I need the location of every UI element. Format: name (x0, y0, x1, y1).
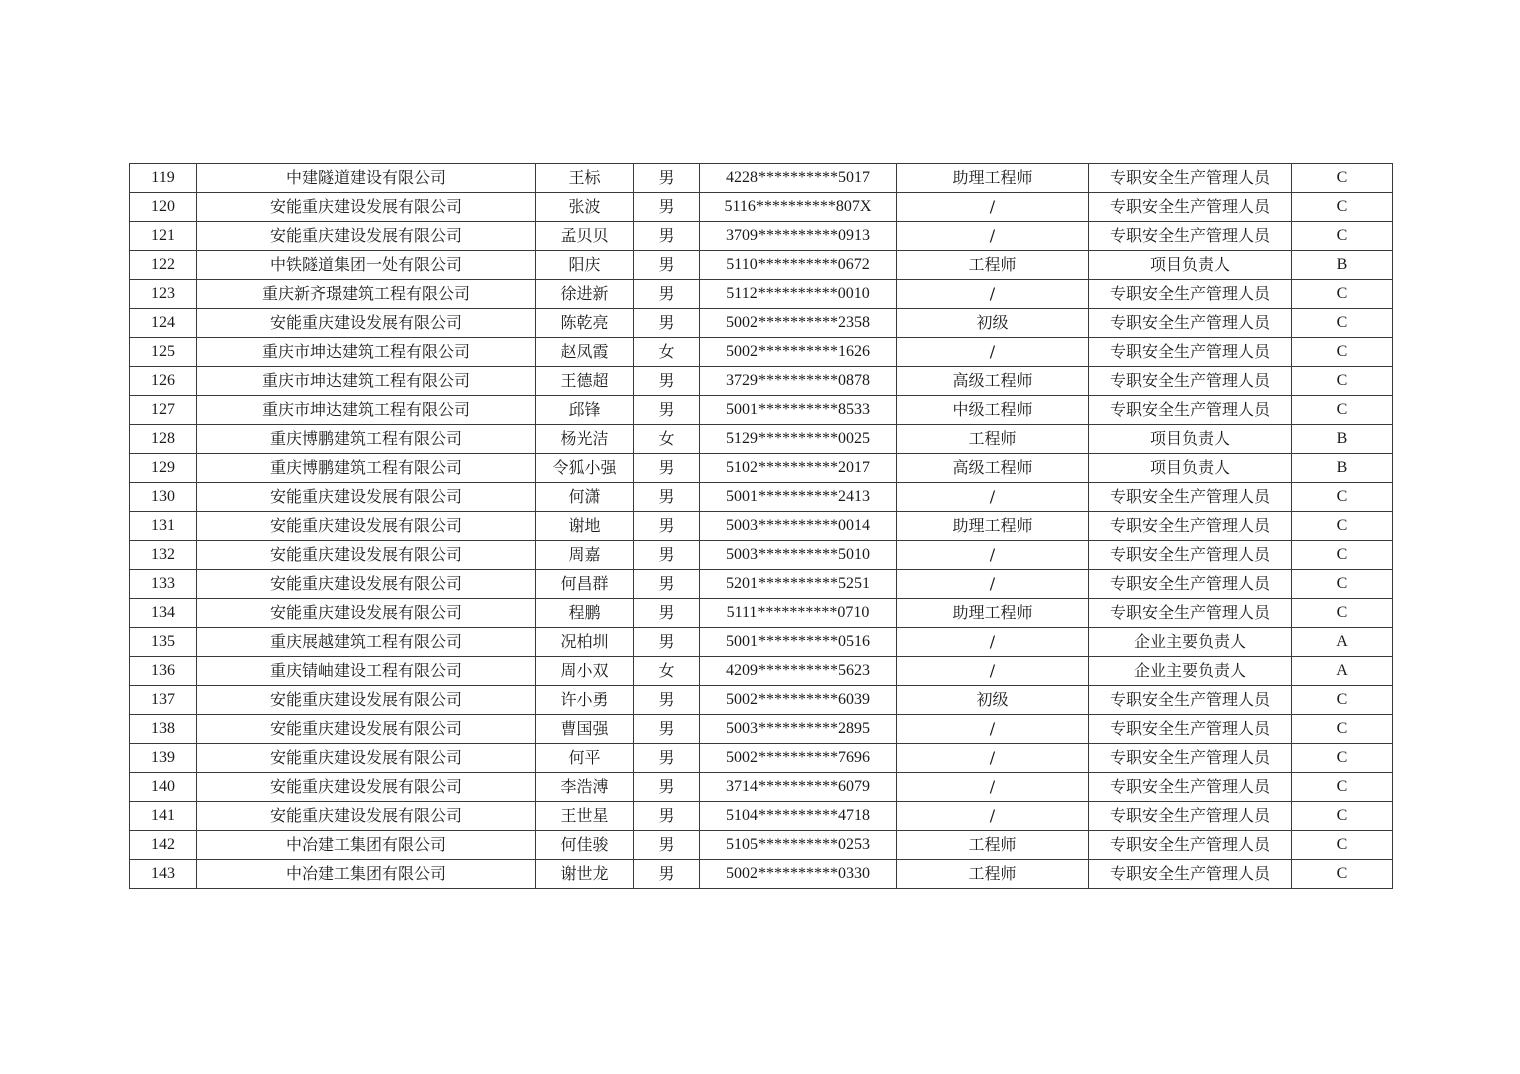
id-number-cell: 4228**********5017 (700, 164, 897, 193)
id-number-cell: 5002**********2358 (700, 309, 897, 338)
gender-cell: 女 (634, 338, 700, 367)
company-cell: 重庆市坤达建筑工程有限公司 (197, 396, 536, 425)
certificate-class-cell: A (1292, 628, 1393, 657)
certificate-class-cell: C (1292, 396, 1393, 425)
gender-cell: 男 (634, 280, 700, 309)
company-cell: 安能重庆建设发展有限公司 (197, 686, 536, 715)
certificate-class-cell: C (1292, 309, 1393, 338)
certificate-class-cell: C (1292, 570, 1393, 599)
serial-number-cell: 143 (130, 860, 197, 889)
serial-number-cell: 134 (130, 599, 197, 628)
company-cell: 安能重庆建设发展有限公司 (197, 193, 536, 222)
person-name-cell: 谢地 (536, 512, 634, 541)
person-name-cell: 谢世龙 (536, 860, 634, 889)
position-cell: 专职安全生产管理人员 (1089, 744, 1292, 773)
position-cell: 专职安全生产管理人员 (1089, 773, 1292, 802)
professional-title-cell: 工程师 (897, 831, 1089, 860)
position-cell: 专职安全生产管理人员 (1089, 570, 1292, 599)
position-cell: 专职安全生产管理人员 (1089, 802, 1292, 831)
id-number-cell: 5002**********7696 (700, 744, 897, 773)
table-row (130, 715, 1393, 744)
position-cell: 专职安全生产管理人员 (1089, 338, 1292, 367)
professional-title-cell: / (897, 773, 1089, 802)
person-name-cell: 陈乾亮 (536, 309, 634, 338)
professional-title-cell: / (897, 483, 1089, 512)
gender-cell: 女 (634, 425, 700, 454)
id-number-cell: 5129**********0025 (700, 425, 897, 454)
table-row (130, 599, 1393, 628)
company-cell: 安能重庆建设发展有限公司 (197, 744, 536, 773)
person-name-cell: 程鹏 (536, 599, 634, 628)
id-number-cell: 5002**********6039 (700, 686, 897, 715)
company-cell: 重庆新齐璟建筑工程有限公司 (197, 280, 536, 309)
company-cell: 重庆市坤达建筑工程有限公司 (197, 367, 536, 396)
company-cell: 安能重庆建设发展有限公司 (197, 773, 536, 802)
certificate-class-cell: B (1292, 454, 1393, 483)
company-cell: 安能重庆建设发展有限公司 (197, 512, 536, 541)
serial-number-cell: 122 (130, 251, 197, 280)
professional-title-cell: 初级 (897, 686, 1089, 715)
serial-number-cell: 135 (130, 628, 197, 657)
id-number-cell: 5116**********807X (700, 193, 897, 222)
id-number-cell: 5002**********1626 (700, 338, 897, 367)
company-cell: 重庆博鹏建筑工程有限公司 (197, 454, 536, 483)
person-name-cell: 李浩溥 (536, 773, 634, 802)
certificate-class-cell: C (1292, 773, 1393, 802)
position-cell: 项目负责人 (1089, 251, 1292, 280)
gender-cell: 女 (634, 657, 700, 686)
person-name-cell: 赵凤霞 (536, 338, 634, 367)
position-cell: 项目负责人 (1089, 425, 1292, 454)
id-number-cell: 5111**********0710 (700, 599, 897, 628)
serial-number-cell: 139 (130, 744, 197, 773)
id-number-cell: 5001**********8533 (700, 396, 897, 425)
company-cell: 中建隧道建设有限公司 (197, 164, 536, 193)
professional-title-cell: 高级工程师 (897, 367, 1089, 396)
serial-number-cell: 140 (130, 773, 197, 802)
id-number-cell: 3714**********6079 (700, 773, 897, 802)
person-name-cell: 阳庆 (536, 251, 634, 280)
company-cell: 安能重庆建设发展有限公司 (197, 715, 536, 744)
gender-cell: 男 (634, 686, 700, 715)
table-row (130, 686, 1393, 715)
id-number-cell: 5112**********0010 (700, 280, 897, 309)
position-cell: 专职安全生产管理人员 (1089, 831, 1292, 860)
certificate-class-cell: C (1292, 599, 1393, 628)
table-row (130, 251, 1393, 280)
certificate-class-cell: C (1292, 744, 1393, 773)
id-number-cell: 5104**********4718 (700, 802, 897, 831)
company-cell: 中冶建工集团有限公司 (197, 831, 536, 860)
id-number-cell: 5105**********0253 (700, 831, 897, 860)
gender-cell: 男 (634, 715, 700, 744)
company-cell: 安能重庆建设发展有限公司 (197, 599, 536, 628)
gender-cell: 男 (634, 222, 700, 251)
company-cell: 安能重庆建设发展有限公司 (197, 309, 536, 338)
table-row (130, 831, 1393, 860)
position-cell: 专职安全生产管理人员 (1089, 715, 1292, 744)
position-cell: 专职安全生产管理人员 (1089, 193, 1292, 222)
serial-number-cell: 132 (130, 541, 197, 570)
table-row (130, 860, 1393, 889)
certificate-class-cell: C (1292, 512, 1393, 541)
certificate-class-cell: C (1292, 164, 1393, 193)
company-cell: 重庆锖岫建设工程有限公司 (197, 657, 536, 686)
position-cell: 专职安全生产管理人员 (1089, 599, 1292, 628)
company-cell: 安能重庆建设发展有限公司 (197, 802, 536, 831)
certificate-class-cell: C (1292, 222, 1393, 251)
id-number-cell: 5002**********0330 (700, 860, 897, 889)
position-cell: 专职安全生产管理人员 (1089, 222, 1292, 251)
table-row (130, 193, 1393, 222)
person-name-cell: 何佳骏 (536, 831, 634, 860)
certificate-class-cell: C (1292, 338, 1393, 367)
company-cell: 中铁隧道集团一处有限公司 (197, 251, 536, 280)
certificate-class-cell: C (1292, 193, 1393, 222)
gender-cell: 男 (634, 831, 700, 860)
position-cell: 专职安全生产管理人员 (1089, 541, 1292, 570)
serial-number-cell: 138 (130, 715, 197, 744)
table-row (130, 396, 1393, 425)
gender-cell: 男 (634, 309, 700, 338)
gender-cell: 男 (634, 570, 700, 599)
position-cell: 专职安全生产管理人员 (1089, 512, 1292, 541)
certificate-class-cell: C (1292, 860, 1393, 889)
gender-cell: 男 (634, 599, 700, 628)
gender-cell: 男 (634, 512, 700, 541)
certificate-class-cell: C (1292, 802, 1393, 831)
professional-title-cell: / (897, 570, 1089, 599)
id-number-cell: 4209**********5623 (700, 657, 897, 686)
position-cell: 专职安全生产管理人员 (1089, 280, 1292, 309)
certificate-class-cell: C (1292, 541, 1393, 570)
serial-number-cell: 141 (130, 802, 197, 831)
professional-title-cell: 助理工程师 (897, 512, 1089, 541)
certificate-class-cell: B (1292, 425, 1393, 454)
id-number-cell: 5001**********2413 (700, 483, 897, 512)
serial-number-cell: 125 (130, 338, 197, 367)
table-row (130, 628, 1393, 657)
serial-number-cell: 127 (130, 396, 197, 425)
personnel-table (129, 163, 1393, 889)
company-cell: 安能重庆建设发展有限公司 (197, 541, 536, 570)
table-row (130, 309, 1393, 338)
professional-title-cell: / (897, 222, 1089, 251)
certificate-class-cell: C (1292, 686, 1393, 715)
position-cell: 专职安全生产管理人员 (1089, 309, 1292, 338)
table-row (130, 483, 1393, 512)
position-cell: 专职安全生产管理人员 (1089, 860, 1292, 889)
serial-number-cell: 123 (130, 280, 197, 309)
table-body (130, 164, 1393, 889)
id-number-cell: 5003**********2895 (700, 715, 897, 744)
certificate-class-cell: A (1292, 657, 1393, 686)
serial-number-cell: 133 (130, 570, 197, 599)
professional-title-cell: / (897, 715, 1089, 744)
serial-number-cell: 129 (130, 454, 197, 483)
professional-title-cell: / (897, 280, 1089, 309)
table-row (130, 657, 1393, 686)
id-number-cell: 5102**********2017 (700, 454, 897, 483)
person-name-cell: 邱锋 (536, 396, 634, 425)
professional-title-cell: 助理工程师 (897, 599, 1089, 628)
table-row (130, 773, 1393, 802)
id-number-cell: 5001**********0516 (700, 628, 897, 657)
professional-title-cell: 初级 (897, 309, 1089, 338)
gender-cell: 男 (634, 744, 700, 773)
serial-number-cell: 121 (130, 222, 197, 251)
id-number-cell: 3709**********0913 (700, 222, 897, 251)
position-cell: 企业主要负责人 (1089, 628, 1292, 657)
gender-cell: 男 (634, 628, 700, 657)
gender-cell: 男 (634, 193, 700, 222)
gender-cell: 男 (634, 860, 700, 889)
serial-number-cell: 137 (130, 686, 197, 715)
table-row (130, 222, 1393, 251)
professional-title-cell: 中级工程师 (897, 396, 1089, 425)
id-number-cell: 5003**********0014 (700, 512, 897, 541)
professional-title-cell: / (897, 657, 1089, 686)
person-name-cell: 孟贝贝 (536, 222, 634, 251)
company-cell: 安能重庆建设发展有限公司 (197, 570, 536, 599)
person-name-cell: 况柏圳 (536, 628, 634, 657)
certificate-class-cell: C (1292, 715, 1393, 744)
serial-number-cell: 120 (130, 193, 197, 222)
position-cell: 专职安全生产管理人员 (1089, 483, 1292, 512)
certificate-class-cell: C (1292, 483, 1393, 512)
certificate-class-cell: C (1292, 280, 1393, 309)
serial-number-cell: 131 (130, 512, 197, 541)
professional-title-cell: / (897, 628, 1089, 657)
id-number-cell: 5201**********5251 (700, 570, 897, 599)
professional-title-cell: 工程师 (897, 860, 1089, 889)
gender-cell: 男 (634, 367, 700, 396)
professional-title-cell: / (897, 802, 1089, 831)
serial-number-cell: 124 (130, 309, 197, 338)
position-cell: 专职安全生产管理人员 (1089, 396, 1292, 425)
table-row (130, 164, 1393, 193)
person-name-cell: 何昌群 (536, 570, 634, 599)
gender-cell: 男 (634, 483, 700, 512)
company-cell: 安能重庆建设发展有限公司 (197, 483, 536, 512)
person-name-cell: 令狐小强 (536, 454, 634, 483)
table-row (130, 280, 1393, 309)
id-number-cell: 3729**********0878 (700, 367, 897, 396)
person-name-cell: 许小勇 (536, 686, 634, 715)
position-cell: 项目负责人 (1089, 454, 1292, 483)
gender-cell: 男 (634, 802, 700, 831)
serial-number-cell: 136 (130, 657, 197, 686)
person-name-cell: 周嘉 (536, 541, 634, 570)
company-cell: 重庆展越建筑工程有限公司 (197, 628, 536, 657)
position-cell: 专职安全生产管理人员 (1089, 164, 1292, 193)
person-name-cell: 何潇 (536, 483, 634, 512)
position-cell: 专职安全生产管理人员 (1089, 367, 1292, 396)
table-row (130, 338, 1393, 367)
gender-cell: 男 (634, 164, 700, 193)
table-row (130, 541, 1393, 570)
professional-title-cell: / (897, 541, 1089, 570)
table-row (130, 802, 1393, 831)
gender-cell: 男 (634, 454, 700, 483)
company-cell: 安能重庆建设发展有限公司 (197, 222, 536, 251)
company-cell: 重庆市坤达建筑工程有限公司 (197, 338, 536, 367)
person-name-cell: 王世星 (536, 802, 634, 831)
company-cell: 重庆博鹏建筑工程有限公司 (197, 425, 536, 454)
person-name-cell: 王德超 (536, 367, 634, 396)
table-row (130, 367, 1393, 396)
company-cell: 中冶建工集团有限公司 (197, 860, 536, 889)
professional-title-cell: / (897, 744, 1089, 773)
professional-title-cell: 工程师 (897, 251, 1089, 280)
id-number-cell: 5003**********5010 (700, 541, 897, 570)
professional-title-cell: / (897, 193, 1089, 222)
serial-number-cell: 142 (130, 831, 197, 860)
certificate-class-cell: C (1292, 831, 1393, 860)
professional-title-cell: / (897, 338, 1089, 367)
serial-number-cell: 128 (130, 425, 197, 454)
professional-title-cell: 助理工程师 (897, 164, 1089, 193)
professional-title-cell: 工程师 (897, 425, 1089, 454)
serial-number-cell: 130 (130, 483, 197, 512)
certificate-class-cell: B (1292, 251, 1393, 280)
gender-cell: 男 (634, 396, 700, 425)
gender-cell: 男 (634, 773, 700, 802)
serial-number-cell: 119 (130, 164, 197, 193)
table-row (130, 454, 1393, 483)
person-name-cell: 杨光洁 (536, 425, 634, 454)
table-row (130, 425, 1393, 454)
person-name-cell: 王标 (536, 164, 634, 193)
serial-number-cell: 126 (130, 367, 197, 396)
person-name-cell: 张波 (536, 193, 634, 222)
table-row (130, 512, 1393, 541)
gender-cell: 男 (634, 251, 700, 280)
professional-title-cell: 高级工程师 (897, 454, 1089, 483)
id-number-cell: 5110**********0672 (700, 251, 897, 280)
person-name-cell: 何平 (536, 744, 634, 773)
person-name-cell: 周小双 (536, 657, 634, 686)
gender-cell: 男 (634, 541, 700, 570)
person-name-cell: 曹国强 (536, 715, 634, 744)
person-name-cell: 徐进新 (536, 280, 634, 309)
table-row (130, 744, 1393, 773)
certificate-class-cell: C (1292, 367, 1393, 396)
table-row (130, 570, 1393, 599)
position-cell: 专职安全生产管理人员 (1089, 686, 1292, 715)
position-cell: 企业主要负责人 (1089, 657, 1292, 686)
